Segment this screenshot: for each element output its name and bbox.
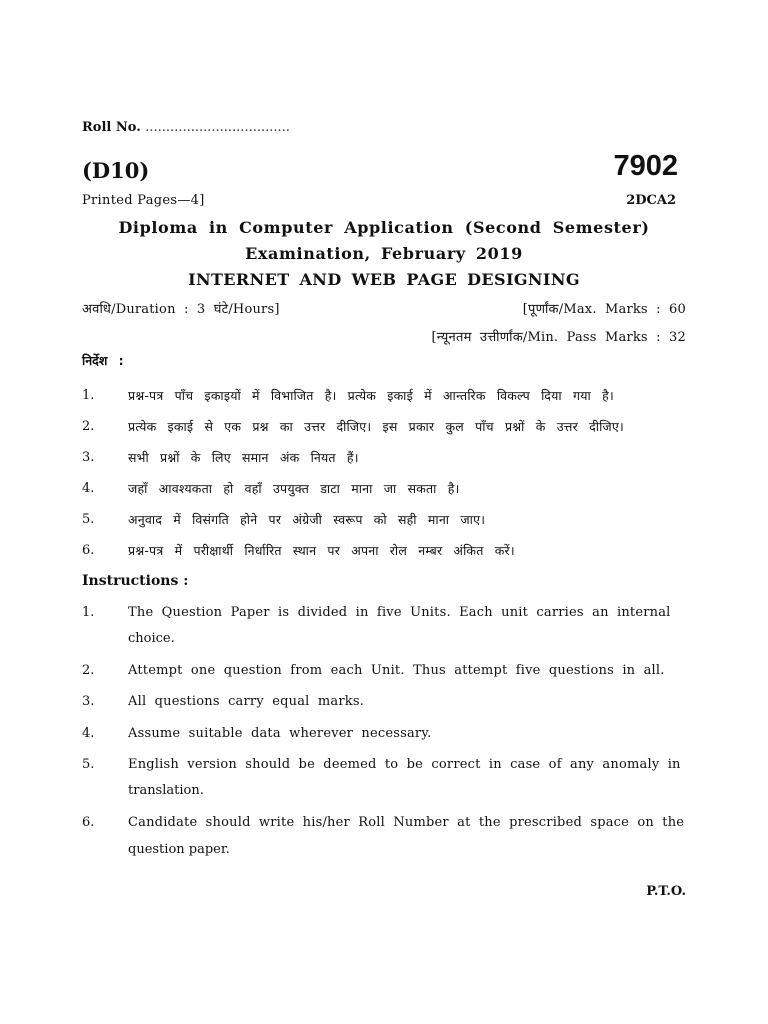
item-number: 1. [82, 388, 95, 403]
hindi-instructions-heading: निर्देश : [82, 353, 124, 368]
item-text: The Question Paper is divided in five Units. Each unit carries an internal [128, 605, 671, 620]
printed-pages: Printed Pages—4] [82, 193, 205, 208]
exam-title-line1: Diploma in Computer Application (Second Semester) [118, 218, 650, 237]
item-number: 6. [82, 543, 95, 558]
item-text-continued: translation. [128, 783, 204, 798]
item-text: प्रश्न-पत्र में परीक्षार्थी निर्धारित स्थान पर अपना रोल नम्बर अंकित करें। [128, 543, 515, 558]
subject-code: 2DCA2 [626, 193, 676, 208]
item-number: 4. [82, 481, 95, 496]
item-number: 5. [82, 512, 95, 527]
roll-number-line [82, 120, 290, 135]
item-text: Candidate should write his/her Roll Number at the prescribed space on the [128, 815, 685, 830]
paper-code: (D10) [82, 158, 150, 183]
item-text: प्रश्न-पत्र पाँच इकाइयों में विभाजित है। प्रत्येक इकाई में आन्तरिक विकल्प दिया गया है। [128, 388, 614, 403]
item-text: सभी प्रश्नों के लिए समान अंक नियत हैं। [128, 450, 359, 465]
item-number: 3. [82, 694, 95, 709]
item-number: 4. [82, 726, 95, 741]
item-text: जहाँ आवश्यकता हो वहाँ उपयुक्त डाटा माना जा सकता है। [128, 481, 460, 496]
exam-title-line2: Examination, February 2019 [245, 244, 523, 263]
item-number: 1. [82, 605, 95, 620]
item-text: Assume suitable data wherever necessary. [128, 726, 432, 741]
subject-title: INTERNET AND WEB PAGE DESIGNING [188, 270, 580, 289]
max-marks: [पूर्णांक/Max. Marks : 60 [522, 302, 686, 317]
roll-number-blank: ................................... [145, 120, 290, 135]
paper-number: 7902 [613, 150, 678, 182]
item-text: Attempt one question from each Unit. Thus attempt five questions in all. [128, 663, 665, 678]
item-number: 2. [82, 419, 95, 434]
min-pass-marks: [न्यूनतम उत्तीर्णांक/Min. Pass Marks : 32 [431, 330, 686, 345]
item-number: 2. [82, 663, 95, 678]
item-text-continued: question paper. [128, 842, 230, 857]
duration: अवधि/Duration : 3 घंटे/Hours] [82, 302, 280, 317]
item-text: English version should be deemed to be correct in case of any anomaly in [128, 757, 681, 772]
item-number: 5. [82, 757, 95, 772]
english-instructions-heading: Instructions : [82, 573, 189, 589]
roll-number-label: Roll No. [82, 120, 141, 135]
item-text: अनुवाद में विसंगति होने पर अंग्रेजी स्वरूप को सही माना जाए। [128, 512, 486, 527]
item-number: 3. [82, 450, 95, 465]
item-text-continued: choice. [128, 631, 175, 646]
item-text: All questions carry equal marks. [128, 694, 365, 709]
item-number: 6. [82, 815, 95, 830]
please-turn-over: P.T.O. [646, 884, 686, 899]
item-text: प्रत्येक इकाई से एक प्रश्न का उत्तर दीजिए। इस प्रकार कुल पाँच प्रश्नों के उत्तर दीजिए। [128, 419, 624, 434]
